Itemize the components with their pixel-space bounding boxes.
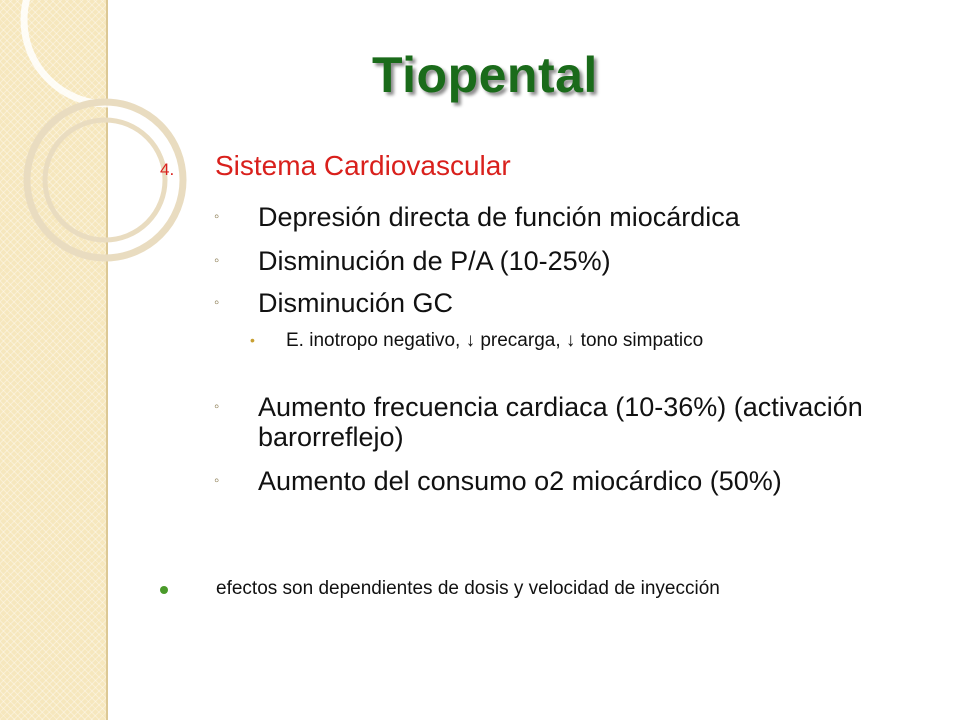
bullet-marker: •: [250, 332, 255, 348]
bullet-marker: ◦: [214, 252, 220, 269]
list-item-text: Disminución GC: [258, 288, 454, 318]
section-number: 4.: [160, 160, 175, 179]
slide-title: Tiopental: [372, 47, 598, 103]
list-item-text: Aumento frecuencia cardiaca (10-36%) (activación barorreflejo): [258, 392, 863, 452]
bullet-marker: ◦: [214, 294, 220, 311]
list-item-text: Disminución de P/A (10-25%): [258, 246, 611, 276]
section-label: Sistema Cardiovascular: [215, 150, 511, 181]
sub-list-item-text: E. inotropo negativo, ↓ precarga, ↓ tono simpatico: [286, 330, 704, 351]
footnote-text: efectos son dependientes de dosis y velocidad de inyección: [216, 578, 720, 599]
bullet-marker: ◦: [214, 208, 220, 225]
footnote-bullet: [160, 586, 168, 594]
bullet-marker: ◦: [214, 398, 220, 415]
list-item-text: Aumento del consumo o2 miocárdico (50%): [258, 466, 782, 496]
list-item-text: Depresión directa de función miocárdica: [258, 202, 740, 232]
decorative-rings: [0, 0, 200, 300]
bullet-marker: ◦: [214, 472, 220, 489]
